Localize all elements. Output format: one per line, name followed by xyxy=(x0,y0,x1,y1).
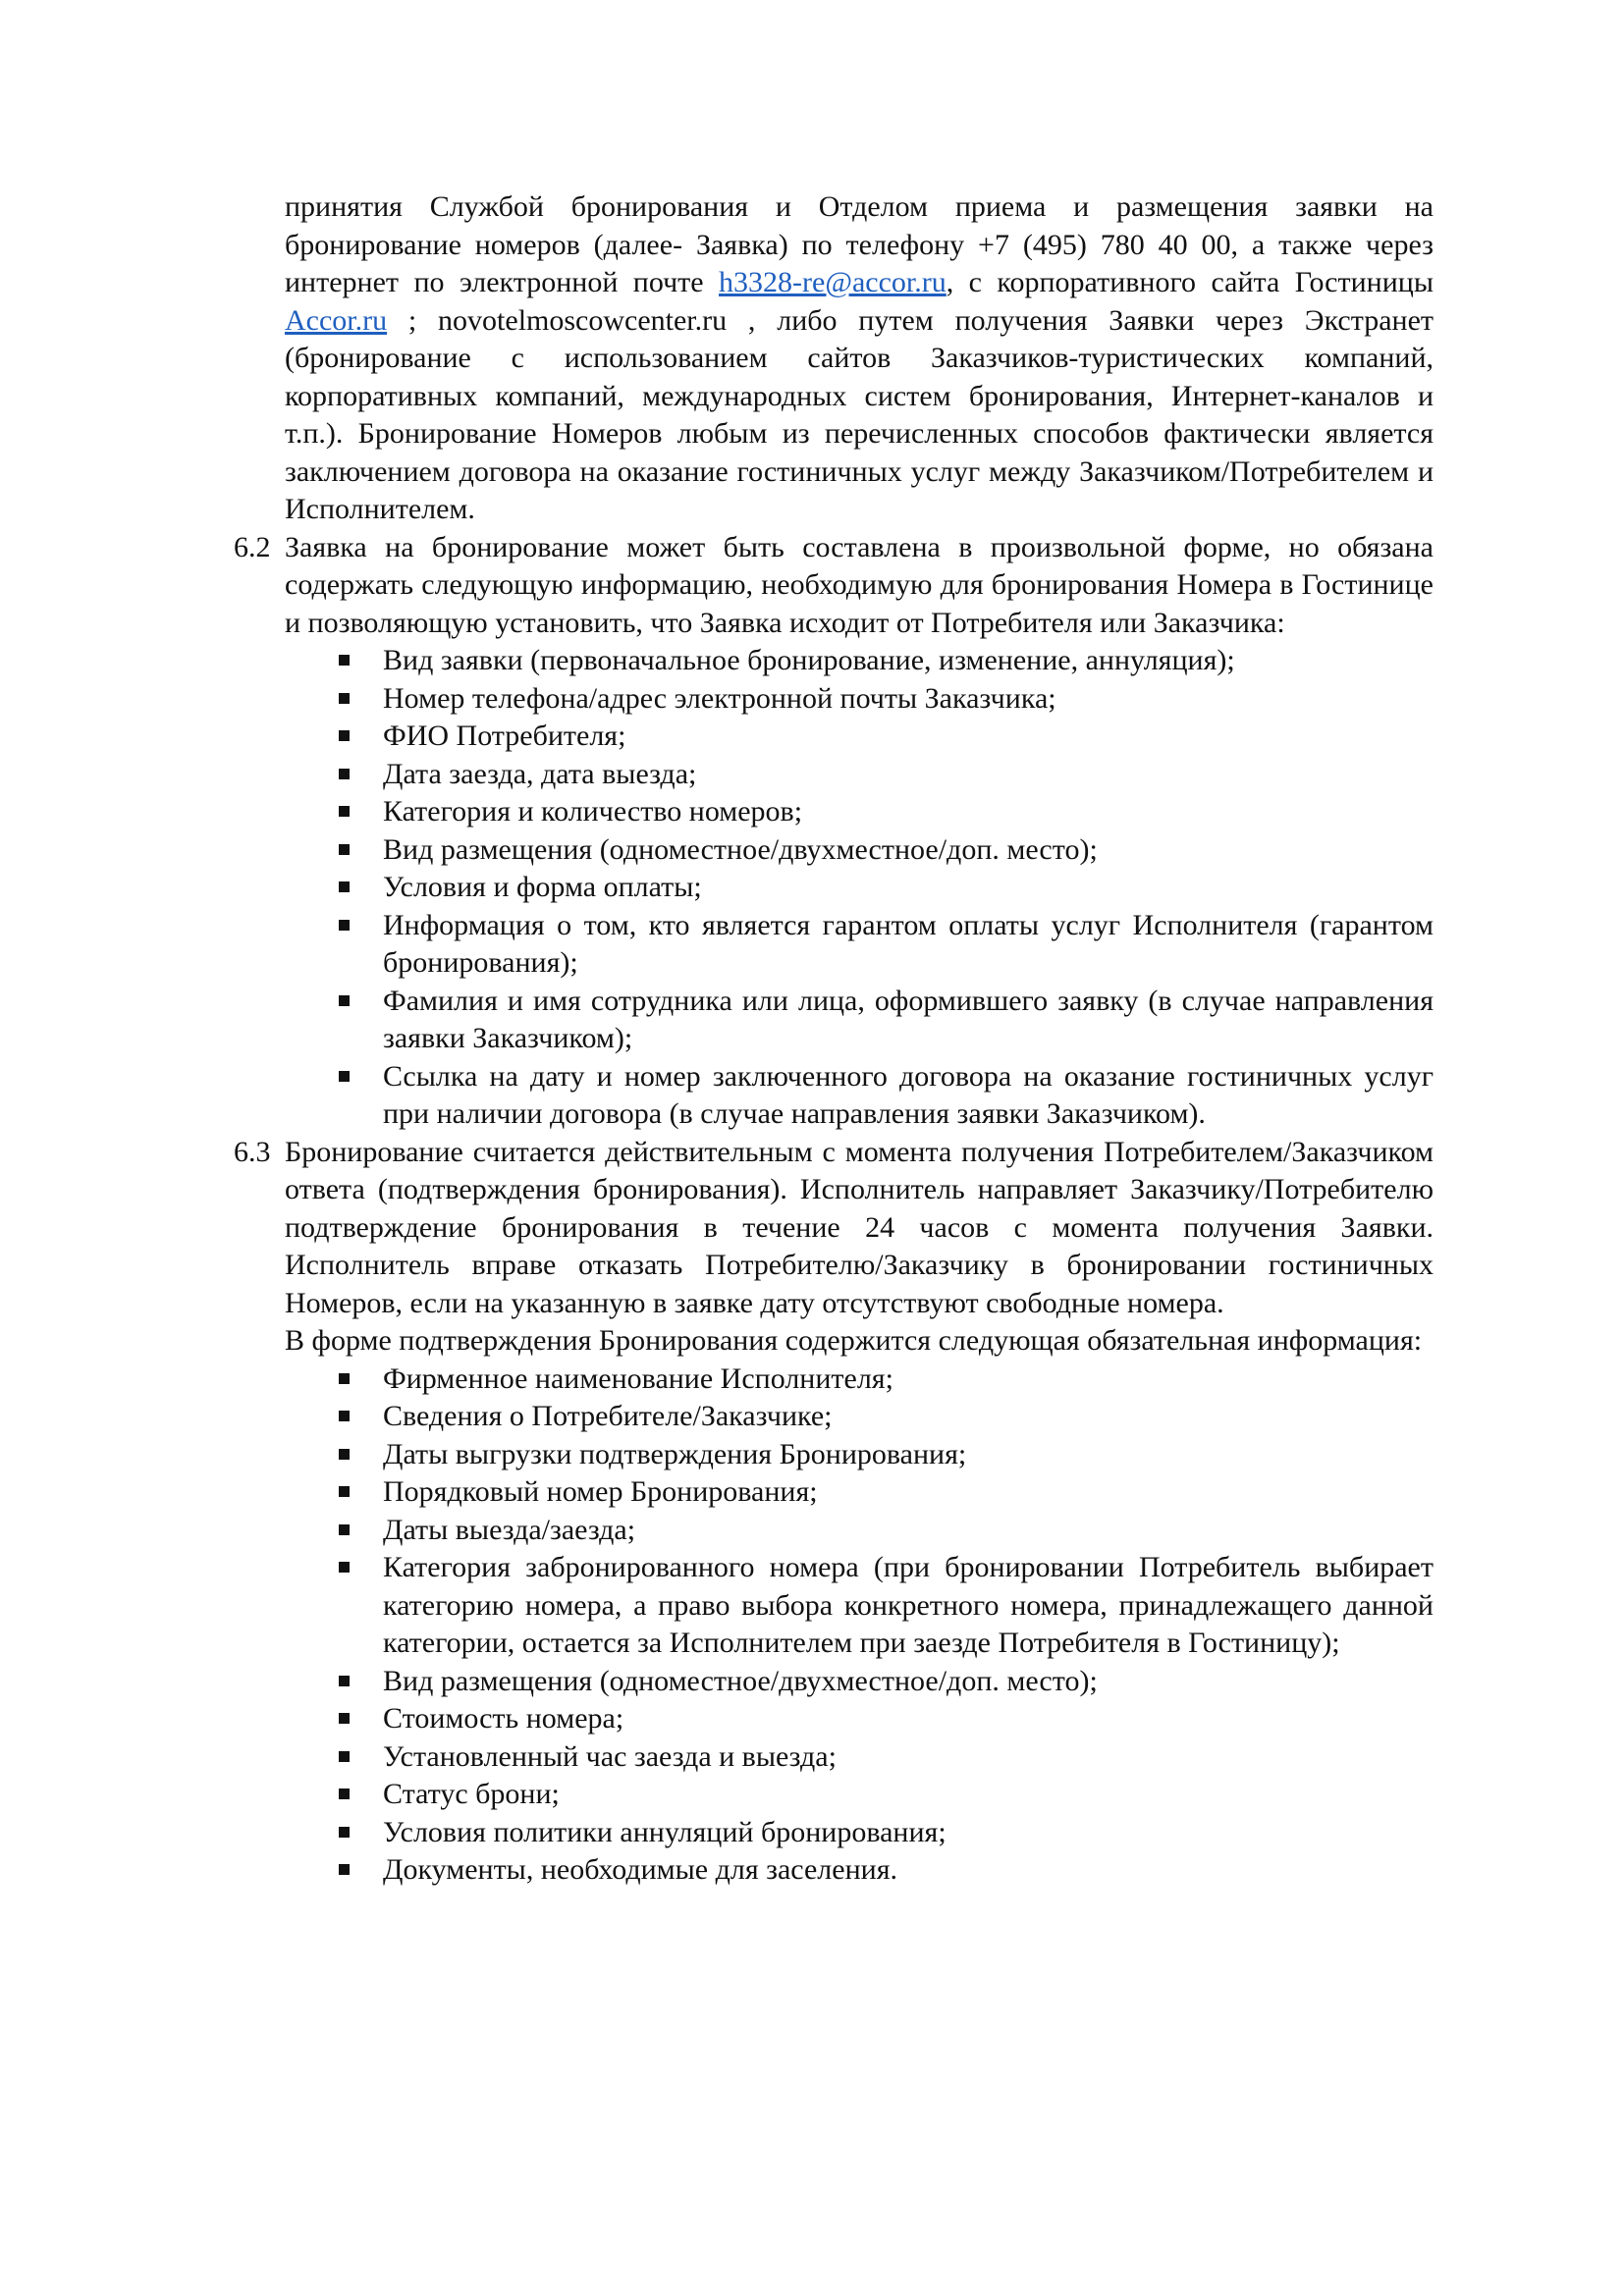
bullet-square-icon xyxy=(339,920,350,931)
bullet-square-icon xyxy=(339,1751,350,1762)
bullet-square-icon xyxy=(339,1373,350,1384)
bullet-square-icon xyxy=(339,1524,350,1535)
bullet-square-icon xyxy=(339,995,350,1006)
list-item: Порядковый номер Бронирования; xyxy=(383,1473,1434,1512)
section-text: Заявка на бронирование может быть составлена в произвольной форме, но обязана содержать следующую информацию, необходимую для бронирования Номера в Гостинице и позволяющую установить, что Заявка исходит от Потребителя или Заказчика: xyxy=(285,530,1434,639)
list-item: Категория и количество номеров; xyxy=(383,793,1434,831)
list-item: Категория забронированного номера (при бронировании Потребитель выбирает категорию номера, а право выбора конкретного номера, принадлежащего данной категории, остается за Исполнителем при заезде Потребителя в Гостиницу); xyxy=(383,1549,1434,1663)
list-item: Документы, необходимые для заселения. xyxy=(383,1851,1434,1890)
list-item: Вид размещения (одноместное/двухместное/доп. место); xyxy=(383,831,1434,870)
email-link[interactable]: h3328-re@accor.ru xyxy=(719,266,947,298)
bullet-square-icon xyxy=(339,769,350,779)
list-item: Дата заезда, дата выезда; xyxy=(383,756,1434,794)
intro-text: принятия Службой бронирования и Отделом приема и размещения заявки на бронирование номеров (далее- Заявка) по телефону +7 (495) 780 40 00, а также через интернет по электронной почте h3328-re@accor.ru, с корпоративного сайта Гостиницы Accor.ru ; novotelmoscowcenter.ru , либо путем получения Заявки через Экстранет (бронирование с использованием сайтов Заказчиков-туристических компаний, корпоративных компаний, международных систем бронирования, Интернет-каналов и т.п.). Бронирование Номеров любым из перечисленных способов фактически является заключением договора на оказание гостиничных услуг между Заказчиком/Потребителем и Исполнителем. xyxy=(285,190,1434,525)
bullet-square-icon xyxy=(339,881,350,892)
section-number: 6.2 xyxy=(234,530,271,563)
list-item: Статус брони; xyxy=(383,1776,1434,1814)
list-item: Ссылка на дату и номер заключенного договора на оказание гостиничных услуг при наличии договора (в случае направления заявки Заказчиком). xyxy=(383,1058,1434,1134)
bullet-square-icon xyxy=(339,1071,350,1082)
bullet-square-icon xyxy=(339,693,350,704)
section-text-2: В форме подтверждения Бронирования содержится следующая обязательная информация: xyxy=(285,1324,1423,1357)
bullet-square-icon xyxy=(339,1827,350,1838)
bullet-square-icon xyxy=(339,655,350,666)
section-6-2-paragraph xyxy=(234,529,1434,643)
list-item: Условия политики аннуляций бронирования; xyxy=(383,1814,1434,1852)
list-item: Даты выгрузки подтверждения Бронирования; xyxy=(383,1436,1434,1474)
list-item: Стоимость номера; xyxy=(383,1700,1434,1738)
bullet-square-icon xyxy=(339,806,350,817)
bullet-square-icon xyxy=(339,1449,350,1460)
list-item: Номер телефона/адрес электронной почты Заказчика; xyxy=(383,680,1434,719)
bullet-square-icon xyxy=(339,844,350,855)
list-item: Фирменное наименование Исполнителя; xyxy=(383,1361,1434,1399)
section-6-2-list xyxy=(234,642,1434,1134)
list-item: Сведения о Потребителе/Заказчике; xyxy=(383,1398,1434,1436)
intro-paragraph xyxy=(234,188,1434,529)
section-6-3-list xyxy=(234,1361,1434,1890)
bullet-square-icon xyxy=(339,1789,350,1799)
bullet-square-icon xyxy=(339,730,350,741)
bullet-square-icon xyxy=(339,1486,350,1497)
bullet-square-icon xyxy=(339,1562,350,1573)
bullet-square-icon xyxy=(339,1676,350,1686)
section-6-3-paragraph xyxy=(234,1134,1434,1323)
list-item: Информация о том, кто является гарантом оплаты услуг Исполнителя (гарантом бронирования); xyxy=(383,907,1434,983)
list-item: Фамилия и имя сотрудника или лица, оформившего заявку (в случае направления заявки Заказчиком); xyxy=(383,983,1434,1058)
document-body xyxy=(234,188,1434,1890)
site-link[interactable]: Accor.ru xyxy=(285,303,388,337)
list-item: ФИО Потребителя; xyxy=(383,718,1434,756)
bullet-square-icon xyxy=(339,1411,350,1421)
section-text: Бронирование считается действительным с момента получения Потребителем/Заказчиком ответа (подтверждения бронирования). Исполнитель направляет Заказчику/Потребителю подтверждение бронирования в течение 24 часов с момента получения Заявки. Исполнитель вправе отказать Потребителю/Заказчику в бронировании гостиничных Номеров, если на указанную в заявке дату отсутствуют свободные номера. xyxy=(285,1135,1434,1319)
list-item: Вид размещения (одноместное/двухместное/доп. место); xyxy=(383,1663,1434,1701)
list-item: Установленный час заезда и выезда; xyxy=(383,1738,1434,1777)
section-6-3-continuation xyxy=(234,1322,1434,1361)
section-number: 6.3 xyxy=(234,1135,271,1168)
bullet-square-icon xyxy=(339,1864,350,1875)
list-item: Вид заявки (первоначальное бронирование, изменение, аннуляция); xyxy=(383,642,1434,680)
bullet-square-icon xyxy=(339,1713,350,1724)
list-item: Условия и форма оплаты; xyxy=(383,869,1434,907)
list-item: Даты выезда/заезда; xyxy=(383,1512,1434,1550)
